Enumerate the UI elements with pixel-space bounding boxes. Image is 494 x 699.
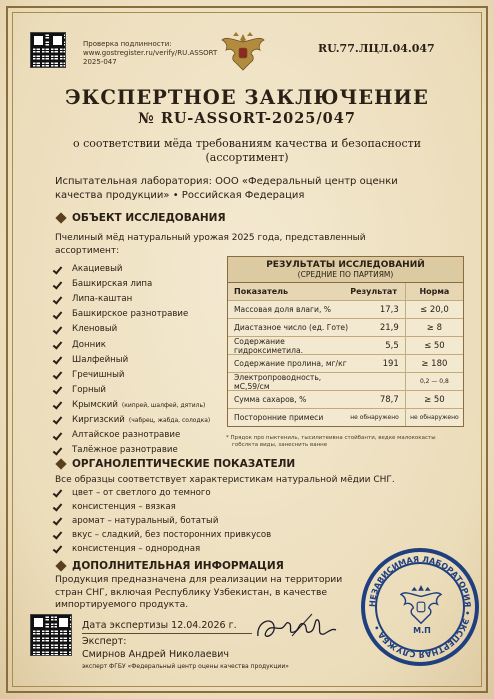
table-row [228,355,463,373]
verification-year: 2025-047 [83,58,117,66]
stamp-mp-label: М.П [413,626,431,635]
table-row [228,301,463,319]
organoleptic-item [52,542,352,556]
checkmark-icon [52,502,62,512]
variety-item [52,413,222,428]
document-title: ЭКСПЕРТНОЕ ЗАКЛЮЧЕНИЕ [65,86,429,109]
col-result: Результат [350,287,397,296]
variety-name: Крымский [72,399,118,410]
exam-date: Дата экспертизы 12.04.2026 г. [82,620,237,631]
variety-name: Киргизский [72,414,125,425]
stamp-inner-circle [375,562,465,652]
expert-name: Смирнов Андрей Николаевич [82,648,229,660]
object-description [55,232,435,257]
organoleptic-text: вкус – сладкий, без посторонних привкусов [72,529,272,540]
variety-item [52,292,222,307]
subtitle-line-2: (ассортимент) [205,151,289,164]
variety-item [52,368,222,383]
variety-item [52,353,222,368]
organoleptic-heading [57,458,295,470]
variety-list [52,262,222,458]
bullet-diamond-icon [55,560,66,571]
checkmark-icon [52,488,62,498]
signature-line [82,633,252,634]
checkmark-icon [52,340,62,350]
additional-line-2: стран СНГ, включая Республику Узбекистан, в качестве [55,586,328,598]
object-desc-line-2: ассортимент: [55,245,120,256]
object-heading-text: ОБЪЕКТ ИССЛЕДОВАНИЯ [72,212,226,224]
organoleptic-intro: Все образцы соответствует характеристикам натуральной мёдии СНГ. [55,475,395,485]
additional-heading-text: ДОПОЛНИТЕЛЬНАЯ ИНФОРМАЦИЯ [72,560,284,572]
verification-code: RU.ASSORT [177,49,218,57]
cell-indicator: Электропроводность, мС,59/см [234,372,322,391]
object-desc-line-1: Пчелиный мёд натуральный урожая 2025 года, представленный [55,233,366,243]
cell-indicator: Диастазное число (ед. Готе) [234,323,349,332]
variety-item [52,277,222,292]
cell-result: 191 [382,358,399,369]
table-row [228,409,463,426]
variety-name: Акациевый [72,264,123,275]
organoleptic-item [52,486,352,500]
registration-number: RU.77.ЛЦЛ.04.047 [318,42,435,55]
bullet-diamond-icon [55,212,66,223]
footnote-line-2: гобслкта виды, занеснить ванне [232,442,328,448]
verification-block: Проверка подлинности: www.gostregister.ru/verify/RU.ASSORT 2025-047 [83,40,223,67]
expert-label: Эксперт: [82,636,127,647]
stamp-eagle-icon [399,584,443,628]
expert-organization: эксперт ФГБУ «Федеральный центр оцены качества продукции» [82,663,289,670]
laboratory-info [55,175,398,203]
cell-indicator: Содержание пролина, мг/кг [234,359,347,368]
subtitle-line-1: о соответствии мёда требованиям качества и безопасности [72,137,422,150]
variety-item [52,307,222,322]
official-stamp [361,548,479,666]
signature-icon [252,610,342,650]
organoleptic-text: аромат – натуральный, ботатый [72,515,219,526]
checkmark-icon [52,325,62,335]
col-norm: Норма [405,283,463,300]
organoleptic-text: консистенция – вязкая [72,501,176,512]
cell-result: 21,9 [379,322,399,333]
checkmark-icon [52,530,62,540]
variety-name: Башкирская липа [72,279,153,290]
cell-indicator: Содержание гидроксиметила. [234,336,304,355]
cell-norm: ≤ 20,0 [405,301,463,318]
variety-name: Талёжное разнотравие [72,445,178,456]
variety-item [52,262,222,277]
cell-result: 17,3 [379,304,399,315]
variety-item [52,398,222,413]
variety-note: (чабрец, жабда, солодка) [128,416,211,424]
table-row [228,319,463,337]
cell-indicator: Сумма сахаров, % [234,395,307,404]
table-footnote: * Прядок про пыктениль, тысилитеивна стойбанти, ведке малококасты гобслкта виды, занеснить ванне [226,435,461,449]
cell-norm: 0,2 — 0,8 [405,373,463,390]
variety-name: Горный [72,384,106,395]
variety-item [52,443,222,458]
checkmark-icon [52,415,62,425]
checkmark-icon [52,265,62,275]
cell-norm: ≥ 180 [405,355,463,372]
variety-name: Алтайское разнотравие [72,430,181,441]
col-indicator: Показатель [234,287,289,296]
cell-result: 78,7 [379,394,399,405]
cell-norm: не обнаружено [405,409,463,426]
results-table-header [228,257,463,283]
bullet-diamond-icon [55,458,66,469]
variety-name: Гречишный [72,369,125,380]
checkmark-icon [52,446,62,456]
checkmark-icon [52,431,62,441]
variety-item [52,383,222,398]
cell-result: 5,5 [385,340,399,351]
checkmark-icon [52,544,62,554]
svg-text:НЕЗАВИСИМАЯ ЛАБОРАТОРИЯ • ЭКСП: НЕЗАВИСИМАЯ ЛАБОРАТОРИЯ • ЭКСПЕРТНАЯ СЛУЖБА • [367,554,473,660]
organoleptic-text: консистенция – однородная [72,543,201,554]
variety-note: (кипрей, шалфей, дятиль) [121,401,206,409]
organoleptic-item [52,514,352,528]
organoleptic-text: цвет – от светлого до темного [72,487,211,498]
lab-line-2: качества продукции» • Российская Федерация [55,190,305,201]
checkmark-icon [52,516,62,526]
cell-norm: ≥ 8 [405,319,463,336]
table-row [228,391,463,409]
verification-label: Проверка подлинности: [83,40,172,48]
organoleptic-list [52,486,352,556]
organoleptic-item [52,528,352,542]
verification-url[interactable]: www.gostregister.ru/verify [83,49,175,57]
cell-norm: ≤ 50 [405,337,463,354]
checkmark-icon [52,295,62,305]
cell-indicator: Посторонние примеси [234,413,324,422]
expert-block [82,636,229,661]
variety-name: Донник [72,339,106,350]
qr-code-bottom [30,614,72,656]
results-table [227,256,464,427]
variety-item [52,322,222,337]
checkmark-icon [52,280,62,290]
qr-code-top [30,32,66,68]
table-row [228,373,463,391]
organoleptic-heading-text: ОРГАНОЛЕПТИЧЕСКИЕ ПОКАЗАТЕЛИ [72,458,296,470]
checkmark-icon [52,310,62,320]
cell-result: не обнаружено [350,414,399,421]
additional-text [55,574,342,612]
variety-name: Башкирское разнотравие [72,309,189,320]
checkmark-icon [52,385,62,395]
cell-norm: ≥ 50 [405,391,463,408]
eagle-emblem-icon [220,30,266,74]
additional-line-1: Продукция предназначена для реализации на территории [55,574,343,585]
object-heading [57,212,226,224]
results-heading: РЕЗУЛЬТАТЫ ИССЛЕДОВАНИЙ [266,260,425,270]
checkmark-icon [52,370,62,380]
cell-indicator: Массовая доля влаги, % [234,305,331,314]
additional-heading [57,560,284,572]
variety-name: Шалфейный [72,354,129,365]
variety-item [52,428,222,443]
variety-name: Кленовый [72,324,118,335]
results-subheading: (СРЕДНИЕ ПО ПАРТИЯМ) [297,270,394,279]
document-number: № RU-ASSORT-2025/047 [138,110,356,127]
footnote-line-1: Прядок про пыктениль, тысилитеивна стойбанти, ведке малококасты [230,435,436,441]
checkmark-icon [52,355,62,365]
table-row [228,337,463,355]
organoleptic-item [52,500,352,514]
results-column-headers [228,283,463,301]
checkmark-icon [52,400,62,410]
additional-line-3: импортируемого продукта. [55,599,189,610]
variety-item [52,337,222,352]
lab-line-1: Испытательная лаборатория: ООО «Федеральный центр оценки [55,176,398,187]
document-subtitle [0,137,494,165]
variety-name: Липа-каштан [72,294,133,305]
results-rows [228,301,463,426]
